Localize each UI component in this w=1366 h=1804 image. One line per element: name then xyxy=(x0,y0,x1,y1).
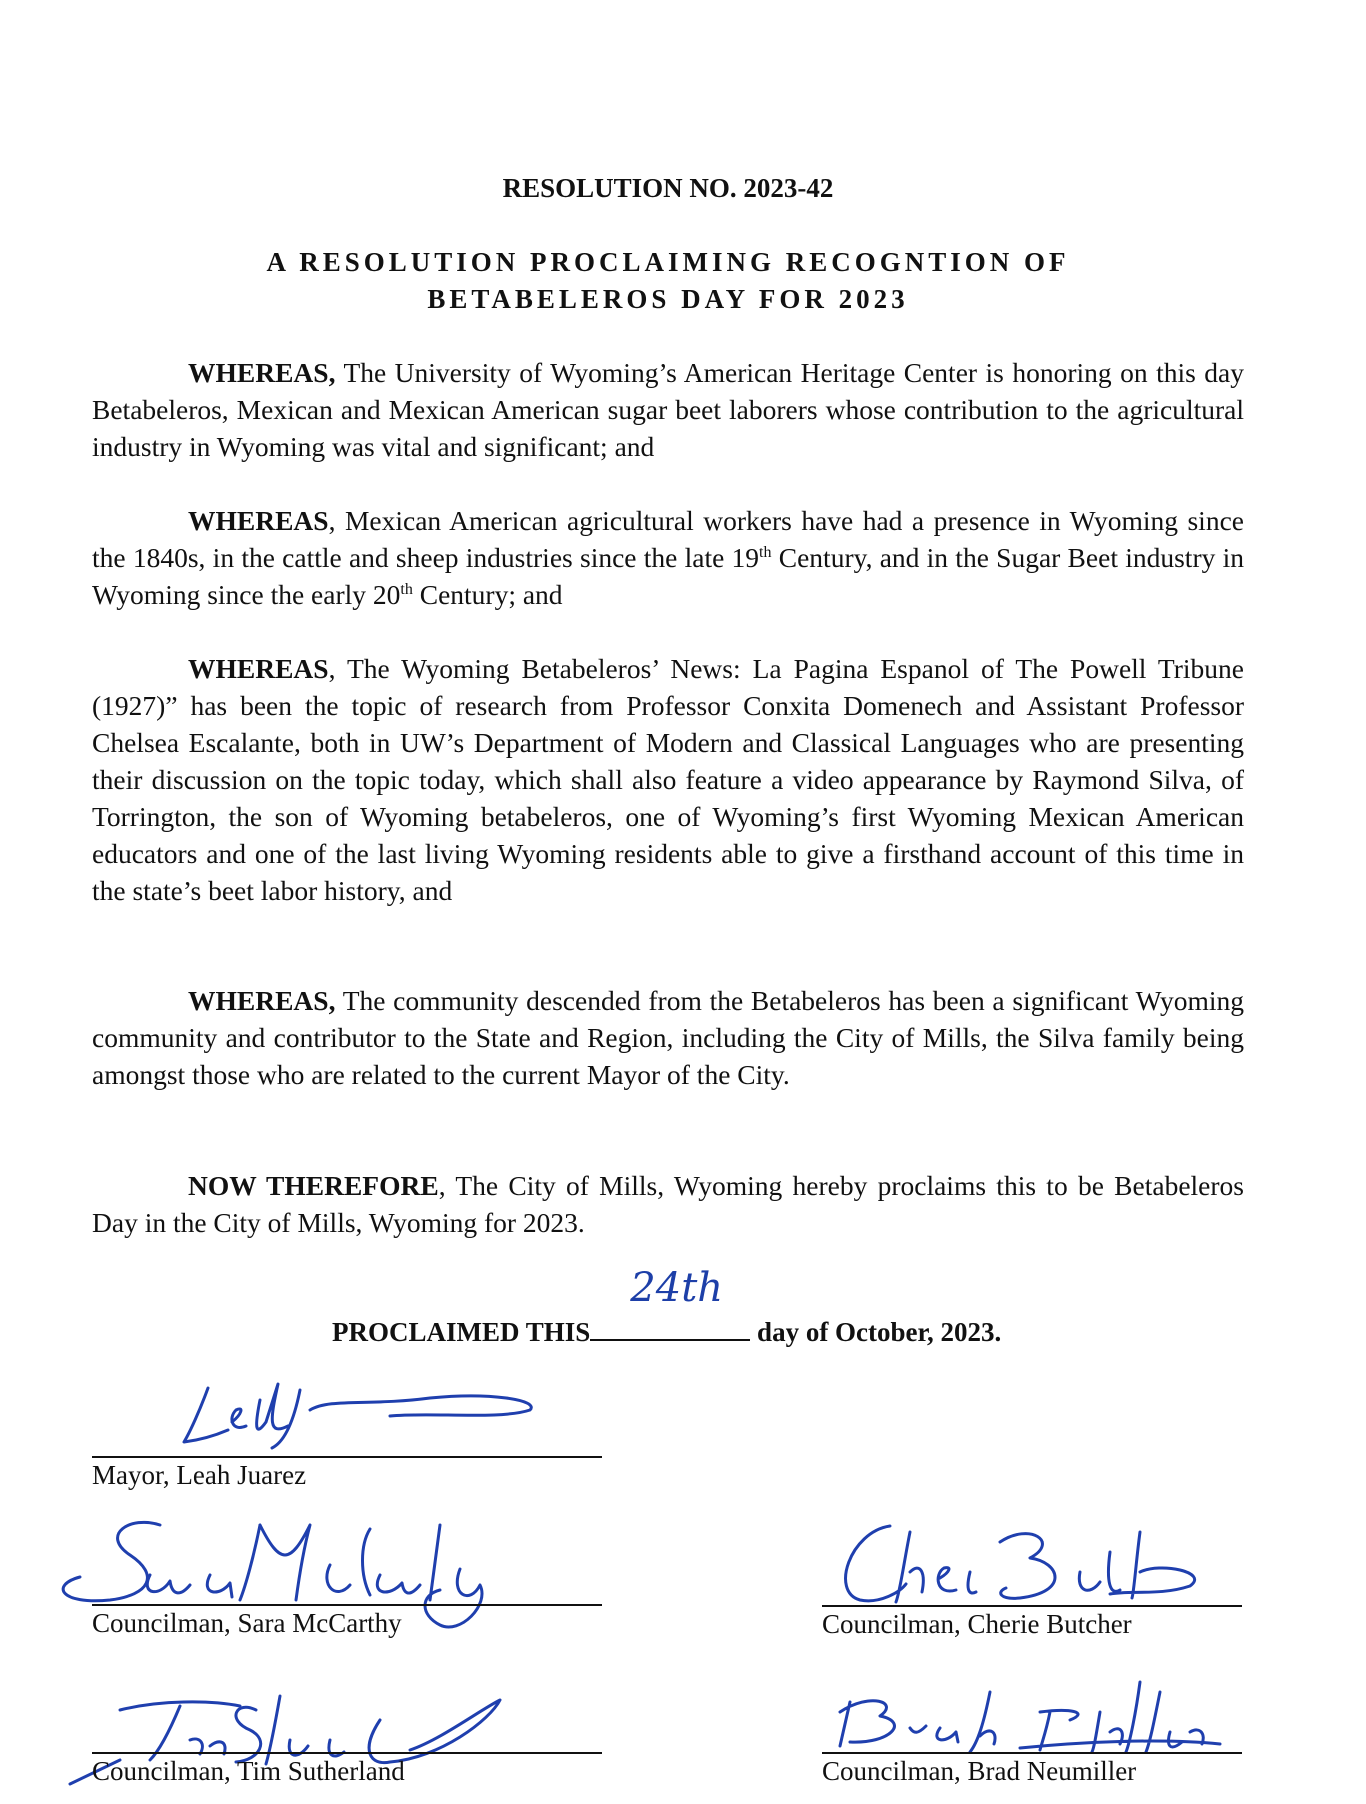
mayor-signature xyxy=(170,1370,550,1450)
mayor-signature-line xyxy=(92,1456,602,1458)
council-2-signature-line xyxy=(822,1605,1242,1607)
council-4-signature xyxy=(820,1672,1240,1762)
paragraph-lead: WHEREAS, xyxy=(188,985,336,1016)
council-1-signature-line xyxy=(92,1604,602,1606)
title-line-2: BETABELEROS DAY FOR 2023 xyxy=(427,284,909,314)
paragraph-text: , Mexican American agricultural workers have had a presence in Wyoming since the 1840s, in the cattle and sheep industries since the late 19 xyxy=(92,505,1244,573)
whereas-paragraph-4 xyxy=(92,982,1244,1093)
resolution-title xyxy=(0,244,1336,318)
paragraph-lead: WHEREAS xyxy=(188,653,329,684)
proclamation-suffix: day of October, 2023. xyxy=(757,1317,1002,1347)
council-1-label: Councilman, Sara McCarthy xyxy=(92,1608,402,1638)
resolution-number: RESOLUTION NO. 2023-42 xyxy=(502,173,834,203)
paragraph-text: The community descended from the Betabeleros has been a significant Wyoming community and contributor to the State and Region, including the City of Mills, the Silva family being amongst those who are related to the current Mayor of the City. xyxy=(92,985,1244,1090)
ordinal-suffix: th xyxy=(759,543,772,561)
paragraph-lead: NOW THEREFORE xyxy=(188,1170,439,1201)
council-3-label: Councilman, Tim Sutherland xyxy=(92,1756,405,1786)
proclamation-prefix: PROCLAIMED THIS xyxy=(332,1317,591,1347)
council-3-signature-line xyxy=(92,1752,602,1754)
council-4-label: Councilman, Brad Neumiller xyxy=(822,1756,1137,1786)
handwritten-day: 24th xyxy=(630,1265,724,1311)
day-blank xyxy=(590,1265,750,1341)
council-2-signature xyxy=(810,1512,1230,1612)
paragraph-text: Century, and in the Sugar Beet industry in Wyoming since the early 20 xyxy=(92,542,1244,610)
paragraph-lead: WHEREAS, xyxy=(188,357,336,388)
paragraph-text: The University of Wyoming’s American Heritage Center is honoring on this day Betabeleros, Mexican and Mexican American sugar beet laborers whose contribution to the agricultural industry in Wyoming was vital and significant; and xyxy=(92,357,1244,462)
ordinal-suffix: th xyxy=(400,580,413,598)
whereas-paragraph-3 xyxy=(92,650,1244,909)
whereas-paragraph-1 xyxy=(92,354,1244,465)
title-line-1: A RESOLUTION PROCLAIMING RECOGNTION OF xyxy=(266,247,1070,277)
paragraph-lead: WHEREAS xyxy=(188,505,329,536)
whereas-paragraph-2 xyxy=(92,502,1244,613)
paragraph-text: Century; and xyxy=(412,579,563,610)
council-2-label: Councilman, Cherie Butcher xyxy=(822,1609,1132,1639)
paragraph-text: , The City of Mills, Wyoming hereby proclaims this to be Betabeleros Day in the City of Mills, Wyoming for 2023. xyxy=(92,1170,1244,1238)
paragraph-text: , The Wyoming Betabeleros’ News: La Pagina Espanol of The Powell Tribune (1927)” has been the topic of research from Professor Conxita Domenech and Assistant Professor Chelsea Escalante, both in UW’s Department of Modern and Classical Languages who are presenting their discussion on the topic today, which shall also feature a video appearance by Raymond Silva, of Torrington, the son of Wyoming betabeleros, one of Wyoming’s first Wyoming Mexican American educators and one of the last living Wyoming residents able to give a firsthand account of this time in the state’s beet labor history, and xyxy=(92,653,1244,906)
proclamation-line xyxy=(332,1265,1002,1348)
council-4-signature-line xyxy=(822,1752,1242,1754)
now-therefore-paragraph xyxy=(92,1167,1244,1241)
mayor-label: Mayor, Leah Juarez xyxy=(92,1460,307,1490)
